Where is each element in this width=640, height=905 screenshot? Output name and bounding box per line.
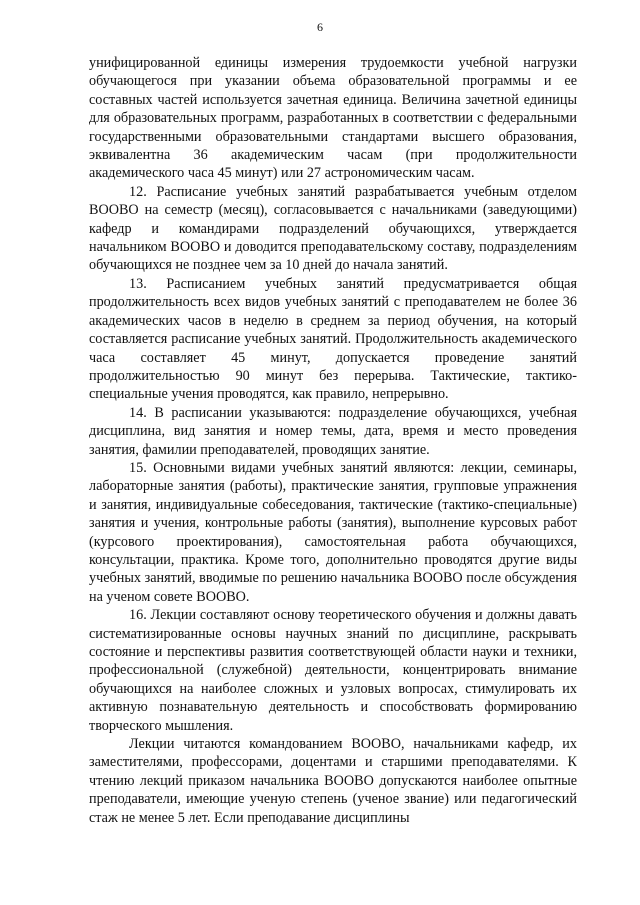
paragraph-item-13: 13. Расписанием учебных занятий предусматривается общая продолжительность всех видов учебных занятий с преподавателем не более 36 академических часов в неделю в среднем за период обучения, на который составляется расписание учебных занятий. Продолжительность академического часа составляет 45 минут, допускается проведение занятий продолжительностью 90 минут без перерыва. Тактические, тактико-специальные учения проводятся, как правило, непрерывно. [89, 275, 577, 403]
paragraph-item-12: 12. Расписание учебных занятий разрабатывается учебным отделом ВООВО на семестр (месяц), согласовывается с начальниками (заведующими) кафедр и командирами подразделений обучающихся, утверждается начальником ВООВО и доводится преподавательскому составу, подразделениям обучающихся не позднее чем за 10 дней до начала занятий. [89, 183, 577, 274]
paragraph-item-14: 14. В расписании указываются: подразделение обучающихся, учебная дисциплина, вид занятия и номер темы, дата, время и место проведения занятия, фамилии преподавателей, проводящих занятие. [89, 404, 577, 458]
paragraph-continuation: унифицированной единицы измерения трудоемкости учебной нагрузки обучающегося при указании объема образовательной программы и ее составных частей используется зачетная единица. Величина зачетной единицы для образовательных программ, разработанных в соответствии с федеральными государственными образовательными стандартами высшего образования, эквивалентна 36 академическим часам (при продолжительности академического часа 45 минут) или 27 астрономическим часам. [89, 55, 577, 182]
page-number: 6 [317, 20, 323, 34]
paragraph-lectures-staff: Лекции читаются командованием ВООВО, начальниками кафедр, их заместителями, профессорами, доцентами и старшими преподавателями. К чтению лекций приказом начальника ВООВО допускаются наиболее опытные преподаватели, имеющие ученую степень (ученое звание) или педагогический стаж не менее 5 лет. Если преподавание дисциплины [89, 736, 577, 826]
paragraph-item-16: 16. Лекции составляют основу теоретического обучения и должны давать систематизированные основы научных знаний по дисциплине, раскрывать состояние и перспективы развития соответствующей области науки и техники, профессиональной (служебной) деятельности, концентрировать внимание обучающихся на наиболее сложных и узловых вопросах, стимулировать их активную познавательную деятельность и способствовать формированию творческого мышления. [89, 607, 577, 734]
document-body [89, 54, 577, 827]
paragraph-item-15: 15. Основными видами учебных занятий являются: лекции, семинары, лабораторные занятия (работы), практические занятия, групповые упражнения и занятия, индивидуальные собеседования, тактические (тактико-специальные) занятия и учения, контрольные работы (занятия), выполнение курсовых работ (курсового проектирования), самостоятельная работа обучающихся, консультации, практика. Кроме того, дополнительно проводятся другие виды учебных занятий, вводимые по решению начальника ВООВО после обсуждения на ученом совете ВООВО. [89, 459, 577, 605]
